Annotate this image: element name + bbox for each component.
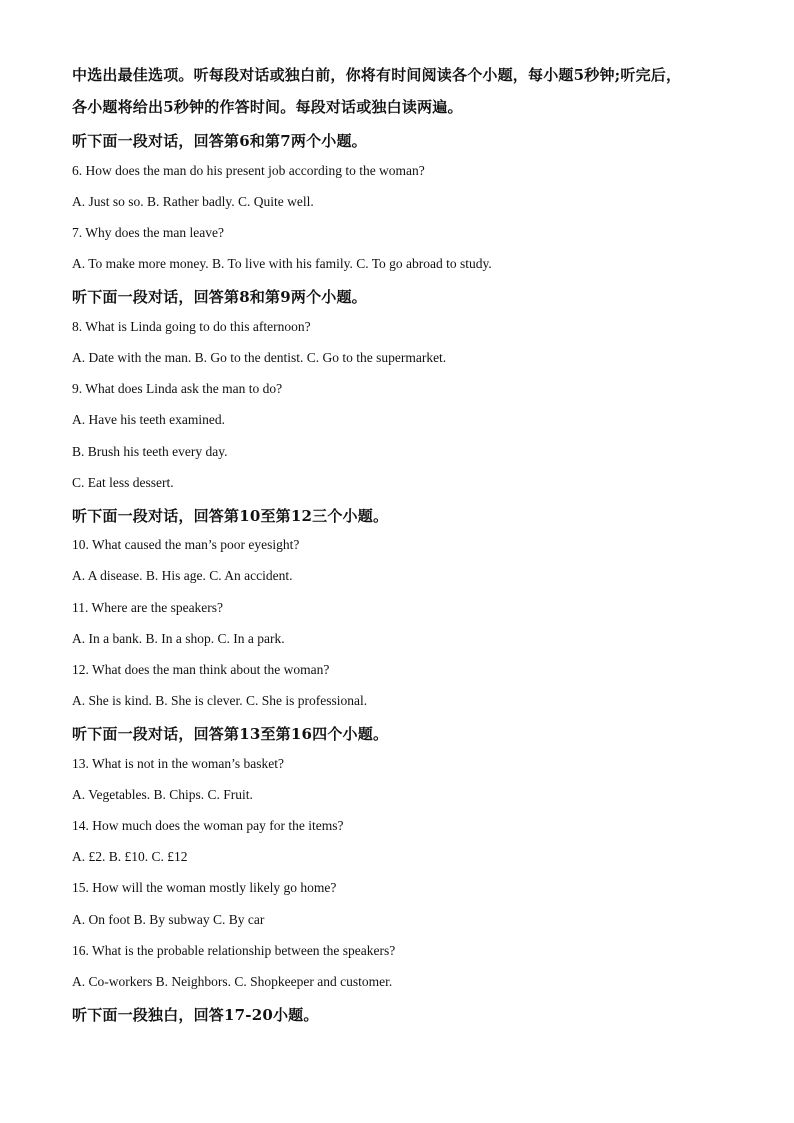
question-options: A. To make more money. B. To live with his family. C. To go abroad to study. [72, 256, 492, 271]
question-options: A. In a bank. B. In a shop. C. In a park. [72, 631, 285, 646]
question-stem: 12. What does the man think about the woman? [72, 662, 330, 677]
question-stem: 10. What caused the man’s poor eyesight? [72, 537, 300, 552]
question-stem: 9. What does Linda ask the man to do? [72, 381, 283, 396]
question-options: A. £2. B. £10. C. £12 [72, 849, 188, 864]
question-stem: 6. How does the man do his present job according to the woman? [72, 163, 425, 178]
question-options: A. Date with the man. B. Go to the dentist. C. Go to the supermarket. [72, 350, 447, 365]
question-options: A. Vegetables. B. Chips. C. Fruit. [72, 787, 253, 802]
section-heading: 听下面一段对话，回答第6和第7两个小题。 [72, 132, 367, 150]
question-stem: 7. Why does the man leave? [72, 225, 224, 240]
question-stem: 15. How will the woman mostly likely go home? [72, 880, 337, 895]
question-options: A. On foot B. By subway C. By car [72, 912, 265, 927]
section-heading: 听下面一段对话，回答第10至第12三个小题。 [72, 507, 389, 525]
section-heading: 听下面一段对话，回答第8和第9两个小题。 [72, 288, 367, 306]
question-stem: 8. What is Linda going to do this afternoon? [72, 319, 311, 334]
question-stem: 16. What is the probable relationship between the speakers? [72, 943, 396, 958]
question-options: A. Co-workers B. Neighbors. C. Shopkeeper and customer. [72, 974, 393, 989]
section-heading: 听下面一段独白，回答17-20小题。 [72, 1006, 319, 1024]
question-option-a: A. Have his teeth examined. [72, 412, 225, 427]
question-options: A. A disease. B. His age. C. An accident. [72, 568, 293, 583]
section-heading: 听下面一段对话，回答第13至第16四个小题。 [72, 725, 389, 743]
question-option-c: C. Eat less dessert. [72, 475, 174, 490]
question-options: A. She is kind. B. She is clever. C. She is professional. [72, 693, 368, 708]
intro-line-1: 中选出最佳选项。听每段对话或独白前，你将有时间阅读各个小题，每小题5秒钟;听完后， [72, 66, 682, 84]
question-options: A. Just so so. B. Rather badly. C. Quite well. [72, 194, 314, 209]
question-stem: 13. What is not in the woman’s basket? [72, 756, 284, 771]
question-stem: 11. Where are the speakers? [72, 600, 224, 615]
question-stem: 14. How much does the woman pay for the items? [72, 818, 344, 833]
intro-line-2: 各小题将给出5秒钟的作答时间。每段对话或独白读两遍。 [72, 98, 463, 116]
question-option-b: B. Brush his teeth every day. [72, 444, 228, 459]
